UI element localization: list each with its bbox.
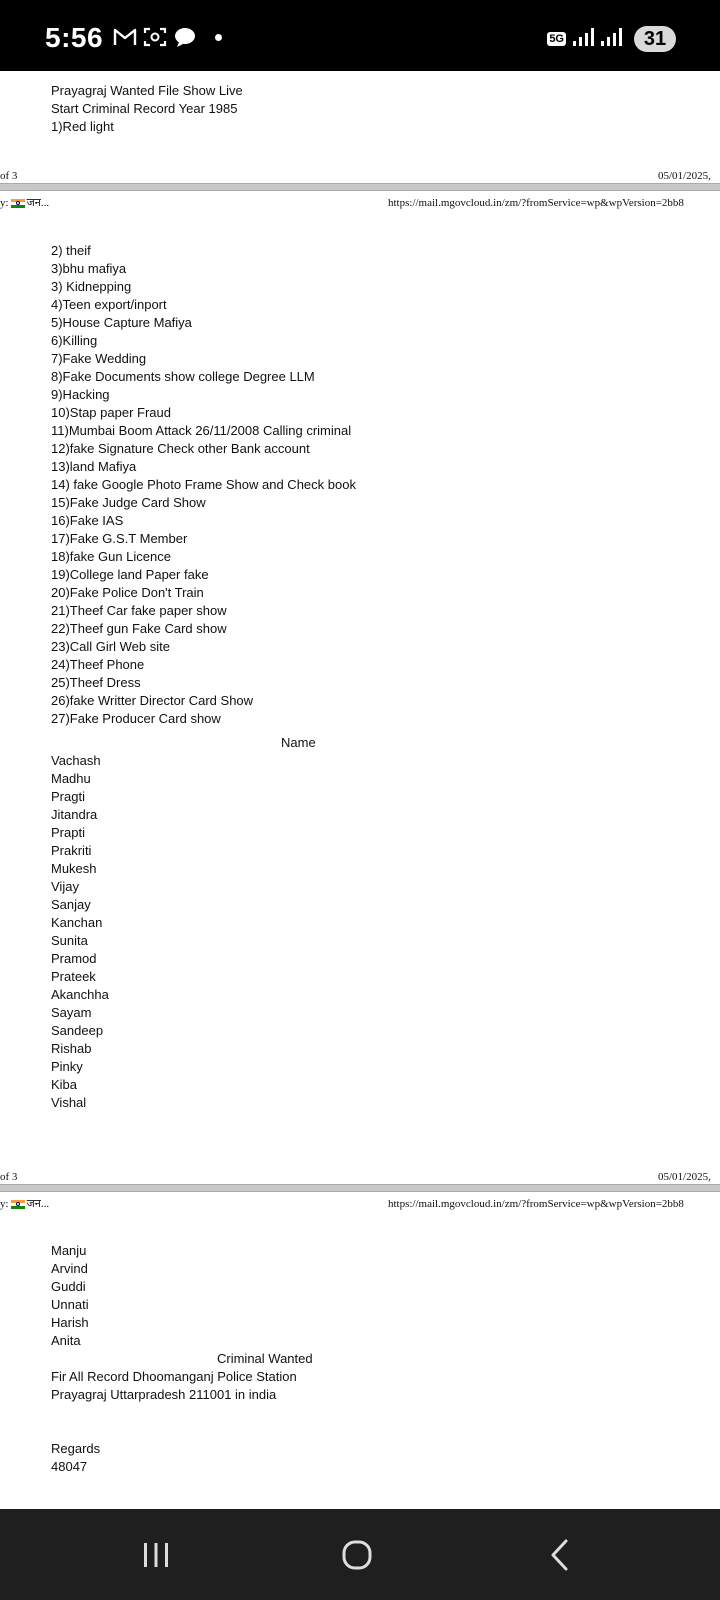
list-item: 23)Call Girl Web site — [51, 639, 170, 654]
list-item: Sanjay — [51, 897, 91, 912]
list-item: 26)fake Writter Director Card Show — [51, 693, 254, 708]
list-item: 14) fake Google Photo Frame Show and Check book — [51, 477, 356, 492]
list-item: Prakriti — [51, 843, 92, 858]
list-item: Kanchan — [51, 915, 103, 930]
list-item: Mukesh — [51, 861, 97, 876]
criminal-wanted-heading: Criminal Wanted — [217, 1351, 313, 1366]
names-list-continued — [51, 1242, 89, 1350]
header-prefix: y: — [0, 197, 9, 209]
list-item: 2) theif — [51, 243, 91, 258]
notification-icons — [113, 26, 222, 48]
list-item: 21)Theef Car fake paper show — [51, 603, 227, 618]
header-suffix: जन... — [26, 197, 50, 209]
reference-number: 48047 — [51, 1459, 88, 1474]
list-item: 27)Fake Producer Card show — [51, 711, 221, 726]
india-flag-icon — [11, 1200, 25, 1209]
names-heading: Name — [281, 735, 316, 750]
signal-strength-icon — [572, 27, 594, 51]
list-item: 10)Stap paper Fraud — [51, 405, 171, 420]
list-item: 16)Fake IAS — [51, 513, 124, 528]
list-item: Akanchha — [51, 987, 109, 1002]
list-item: Pramod — [51, 951, 97, 966]
list-item: Sayam — [51, 1005, 92, 1020]
signature-block — [51, 1440, 100, 1476]
battery-indicator: 31 — [634, 26, 676, 52]
list-item: 12)fake Signature Check other Bank account — [51, 441, 310, 456]
screenshot-icon — [143, 26, 167, 48]
list-item: Anita — [51, 1333, 81, 1348]
list-item: Unnati — [51, 1297, 89, 1312]
india-flag-icon — [11, 199, 25, 208]
status-bar — [0, 0, 720, 71]
page-header-left — [0, 1197, 49, 1211]
document-viewer[interactable] — [0, 71, 720, 1509]
text-line: Prayagraj Uttarpradesh 211001 in india — [51, 1387, 277, 1402]
list-item: 17)Fake G.S.T Member — [51, 531, 188, 546]
page1-text — [51, 82, 243, 136]
list-item: Prateek — [51, 969, 96, 984]
page-footer-date: 05/01/2025, — [658, 170, 711, 182]
system-icons — [547, 26, 676, 52]
list-item: Prapti — [51, 825, 85, 840]
list-item: Rishab — [51, 1041, 92, 1056]
list-item: 19)College land Paper fake — [51, 567, 209, 582]
names-list — [51, 752, 109, 1112]
home-icon — [341, 1539, 373, 1571]
police-station-text — [51, 1368, 297, 1404]
list-item: Manju — [51, 1243, 87, 1258]
clock: 5:56 — [45, 22, 104, 53]
page-separator — [0, 1184, 720, 1192]
list-item: 15)Fake Judge Card Show — [51, 495, 206, 510]
recent-apps-button[interactable] — [96, 1509, 216, 1600]
list-item: 24)Theef Phone — [51, 657, 145, 672]
page-footer-count: of 3 — [0, 1171, 18, 1183]
back-chevron-icon — [548, 1538, 572, 1572]
page-footer-count: of 3 — [0, 170, 18, 182]
text-line: Prayagraj Wanted File Show Live — [51, 83, 243, 98]
list-item: 25)Theef Dress — [51, 675, 141, 690]
page-header-left — [0, 196, 49, 210]
list-item: Vachash — [51, 753, 101, 768]
list-item: 22)Theef gun Fake Card show — [51, 621, 227, 636]
list-item: 13)land Mafiya — [51, 459, 137, 474]
header-prefix: y: — [0, 1198, 9, 1210]
page-header-url: https://mail.mgovcloud.in/zm/?fromService=wp&wpVersion=2bb8 — [388, 1198, 684, 1210]
list-item: Arvind — [51, 1261, 88, 1276]
list-item: 20)Fake Police Don't Train — [51, 585, 204, 600]
list-item: 5)House Capture Mafiya — [51, 315, 192, 330]
navigation-bar — [0, 1509, 720, 1600]
more-notifications-dot-icon — [215, 34, 222, 41]
page-header-url: https://mail.mgovcloud.in/zm/?fromService=wp&wpVersion=2bb8 — [388, 197, 684, 209]
text-line: 1)Red light — [51, 119, 114, 134]
page-separator — [0, 183, 720, 191]
list-item: 9)Hacking — [51, 387, 110, 402]
list-item: 18)fake Gun Licence — [51, 549, 171, 564]
list-item: Guddi — [51, 1279, 86, 1294]
text-line: Fir All Record Dhoomanganj Police Station — [51, 1369, 297, 1384]
list-item: Vishal — [51, 1095, 87, 1110]
offense-list — [51, 242, 356, 728]
list-item: Madhu — [51, 771, 91, 786]
regards-text: Regards — [51, 1441, 101, 1456]
list-item: Harish — [51, 1315, 89, 1330]
list-item: 7)Fake Wedding — [51, 351, 147, 366]
page-footer-date: 05/01/2025, — [658, 1171, 711, 1183]
recent-apps-icon — [141, 1540, 171, 1570]
list-item: Sunita — [51, 933, 88, 948]
text-line: Start Criminal Record Year 1985 — [51, 101, 238, 116]
list-item: 4)Teen export/inport — [51, 297, 167, 312]
list-item: Pinky — [51, 1059, 83, 1074]
header-suffix: जन... — [26, 1198, 50, 1210]
gmail-icon — [113, 27, 137, 47]
list-item: 6)Killing — [51, 333, 98, 348]
back-button[interactable] — [500, 1509, 620, 1600]
list-item: 11)Mumbai Boom Attack 26/11/2008 Calling criminal — [51, 423, 352, 438]
list-item: Vijay — [51, 879, 79, 894]
list-item: Jitandra — [51, 807, 98, 822]
list-item: 3) Kidnepping — [51, 279, 132, 294]
signal-strength-icon-2 — [600, 27, 622, 51]
list-item: Pragti — [51, 789, 85, 804]
list-item: Sandeep — [51, 1023, 104, 1038]
home-button[interactable] — [297, 1509, 417, 1600]
network-type-badge: 5G — [549, 33, 564, 45]
list-item: 8)Fake Documents show college Degree LLM — [51, 369, 315, 384]
list-item: Kiba — [51, 1077, 78, 1092]
list-item: 3)bhu mafiya — [51, 261, 127, 276]
chat-bubble-icon — [173, 26, 197, 48]
